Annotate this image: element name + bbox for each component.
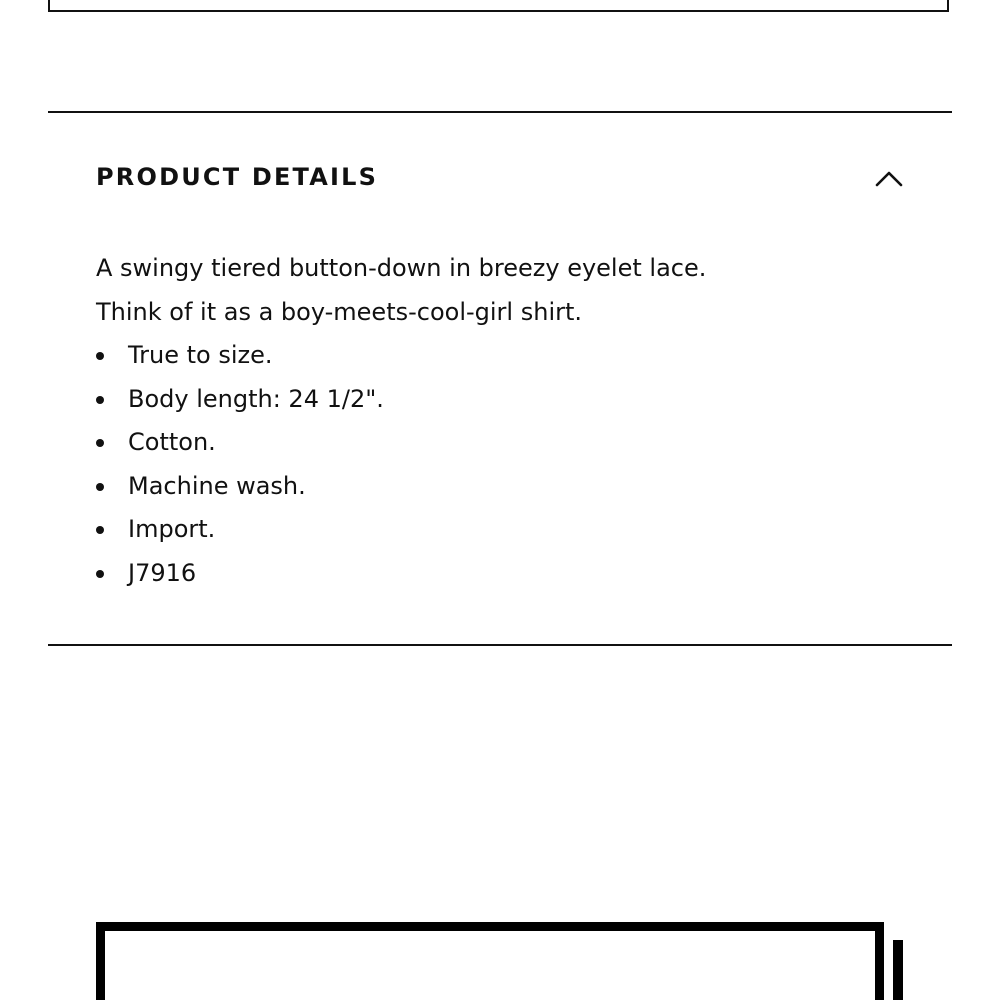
description-line: A swingy tiered button-down in breezy eyelet lace. xyxy=(96,254,707,282)
previous-section-box xyxy=(48,0,949,12)
product-details-title: PRODUCT DETAILS xyxy=(96,163,379,191)
details-bullet-list xyxy=(96,334,916,595)
bullet-dot-icon xyxy=(96,439,104,447)
bullet-dot-icon xyxy=(96,526,104,534)
bullet-item xyxy=(96,421,916,465)
bullet-item xyxy=(96,465,916,509)
description-line: Think of it as a boy-meets-cool-girl shirt. xyxy=(96,297,583,326)
bullet-dot-icon xyxy=(96,570,104,578)
bullet-dot-icon xyxy=(96,352,104,360)
bullet-text: True to size. xyxy=(128,341,273,369)
bullet-text: J7916 xyxy=(128,558,197,587)
accordion-bottom-divider xyxy=(48,644,952,646)
product-details-accordion-header[interactable] xyxy=(96,150,916,210)
card-shadow xyxy=(893,940,903,1000)
bullet-item xyxy=(96,378,916,422)
chevron-up-icon[interactable] xyxy=(874,166,904,190)
bullet-text: Body length: 24 1/2". xyxy=(128,384,384,413)
next-section-card[interactable] xyxy=(96,922,884,1000)
bullet-item xyxy=(96,552,916,596)
bullet-text: Machine wash. xyxy=(128,471,306,500)
product-details-content xyxy=(96,247,916,595)
bullet-item xyxy=(96,508,916,552)
bullet-text: Cotton. xyxy=(128,428,216,456)
bullet-dot-icon xyxy=(96,483,104,491)
bullet-text: Import. xyxy=(128,515,216,543)
accordion-top-divider xyxy=(48,111,952,113)
bullet-dot-icon xyxy=(96,396,104,404)
bullet-item xyxy=(96,334,916,378)
